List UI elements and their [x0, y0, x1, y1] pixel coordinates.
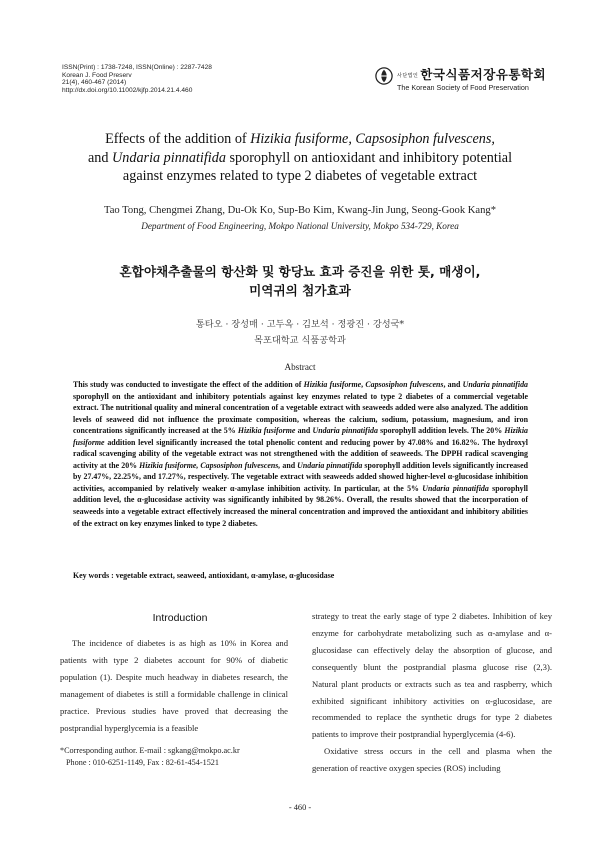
corresponding-author-phone: Phone : 010-6251-1149, Fax : 82-61-454-1521 — [66, 757, 219, 767]
doi-link[interactable]: http://dx.doi.org/10.11002/kjfp.2014.21.4.460 — [62, 86, 193, 94]
korean-affiliation: 목포대학교 식품공학과 — [254, 335, 346, 346]
paper-title — [40, 130, 560, 186]
journal-name: Korean J. Food Preserv — [62, 71, 132, 79]
journal-header — [62, 64, 212, 94]
society-logo — [375, 66, 565, 94]
title-species: Undaria pinnatifida — [112, 149, 226, 166]
issn-line: ISSN(Print) : 1738-7248, ISSN(Online) : 2287-7428 — [62, 64, 212, 71]
keywords: Key words : vegetable extract, seaweed, antioxidant, α-amylase, α-glucosidase — [73, 571, 335, 580]
korean-title-line: 미역귀의 첨가효과 — [249, 283, 351, 298]
abstract-body: This study was conducted to investigate the effect of the addition of Hizikia fusiforme, Capsosiphon fulvescens, and Undaria pinnatifida sporophyll on the antioxidant and inhibitory potentials against key enzymes related to type 2 diabetes of a commercial vegetable extract. The nutritional quality and mineral concentration of a vegetable extract with seaweeds added were also analyzed. The addition levels of seaweed did not influence the proximate composition, whereas the calcium, sodium, potassium, magnesium, and iron concentrations significantly increased at the 5% Hizikia fusiforme and Undaria pinnatifida sporophyll addition levels. The 20% Hizikia fusiforme addition level significantly increased the total phenolic content and reducing power by 47.08% and 16.82%. The hydroxyl radical scavenging ability of the vegetable extract was not strengthened with the addition of seaweeds. The DPPH radical scavenging activity at the 20% Hizikia fusiforme, Capsosiphon fulvescens, and Undaria pinnatifida sporophyll addition levels significantly increased by 27.47%, 22.25%, and 17.27%, respectively. The vegetable extract with seaweeds added showed higher-level α-glucosidase inhibition activities, accompanied by relatively weaker α-amylase inhibition activity. In particular, at the 5% Undaria pinnatifida sporophyll addition level, the α-glucosidase activity was significantly inhibited by 98.26%. Overall, the results showed that the incorporation of seaweeds into a vegetable extract effectively increased the mineral concentration and improved the antioxidant and inhibitory abilities of the extract on key enzymes linked to type 2 diabetes. — [73, 380, 529, 528]
society-name-kr-text: 한국식품저장유통학회 — [420, 67, 547, 82]
korean-author-list: 통타오 · 장성매 · 고두옥 · 김보석 · 정광진 · 강성국* — [195, 319, 405, 330]
title-text: against enzymes related to type 2 diabetes of vegetable extract — [122, 168, 478, 184]
society-name-korean — [397, 65, 546, 83]
society-emblem-icon — [375, 67, 393, 85]
society-badge: 사단법인 — [397, 73, 419, 79]
abstract-heading: Abstract — [284, 362, 316, 372]
footnote — [60, 745, 300, 769]
affiliation: Department of Food Engineering, Mokpo National University, Mokpo 534-729, Korea — [141, 221, 459, 231]
body-paragraph: strategy to treat the early stage of type 2 diabetes. Inhibition of key enzyme for carbohydrate metabolizing such as α-amylase and α-glucosidase can effectively delay the absorption of glucose, and consequently blunt the postprandial plasma glucose rise (2,3). Natural plant products or extracts such as tea and raspberry, which exhibited significant inhibitory activities on α-glucosidase, are recommended to replace the synthetic drugs for type 2 diabetes patients to improve their postprandial hyperglycemia (4-6). — [312, 611, 552, 740]
body-paragraph: Oxidative stress occurs in the cell and plasma when the generation of reactive oxygen species (ROS) including — [312, 746, 552, 774]
page-number: - 460 - — [288, 803, 312, 812]
author-list: Tao Tong, Chengmei Zhang, Du-Ok Ko, Sup-Bo Kim, Kwang-Jin Jung, Seong-Gook Kang* — [103, 205, 497, 216]
title-species: Hizikia fusiforme, Capsosiphon fulvescens, — [250, 131, 495, 147]
corresponding-author-email: *Corresponding author. E-mail : sgkang@mokpo.ac.kr — [60, 746, 240, 755]
title-text: Effects of the addition of — [105, 131, 251, 147]
body-paragraph: The incidence of diabetes is as high as 10% in Korea and patients with type 2 diabetes account for 90% of diabetic population (1). Despite much headway in diabetes research, the management of diabetes is still a formidable challenge in clinical practice. Previous studies have proved that decreasing the postprandial hyperglycemia is a feasible — [60, 638, 288, 733]
society-name-english: The Korean Society of Food Preservation — [397, 83, 529, 92]
korean-title — [40, 262, 560, 300]
section-heading-introduction: Introduction — [152, 612, 208, 624]
left-column — [60, 635, 288, 736]
volume-line: 21(4), 460-467 (2014) — [62, 79, 127, 87]
title-text: sporophyll on antioxidant and inhibitory potential — [225, 149, 513, 166]
right-column — [312, 608, 552, 777]
korean-title-line: 혼합야채추출물의 항산화 및 항당뇨 효과 증진을 위한 톳, 매생이, — [119, 264, 481, 279]
title-text: and — [87, 149, 113, 166]
